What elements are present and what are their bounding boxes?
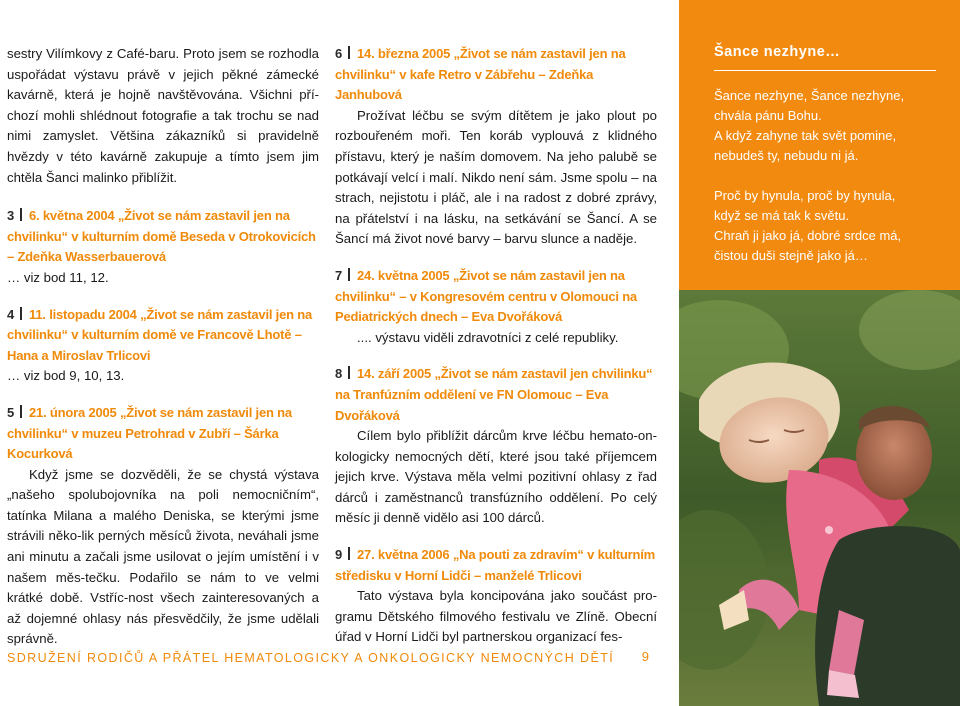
number-divider	[348, 46, 350, 59]
number-divider	[20, 208, 22, 221]
number-divider	[348, 547, 350, 560]
item-title: 11. listopadu 2004 „Život se nám zastavil jen na chvilinku“ v kulturním domě ve Francově Lhotě – Hana a Miroslav Trlicovi	[7, 306, 313, 363]
item-heading	[7, 403, 319, 465]
poem-line: Chraň ji jako já, dobré srdce má,	[714, 228, 902, 243]
item-heading	[335, 44, 657, 106]
item-title: 24. května 2005 „Život se nám zastavil jen na chvilinku“ – v Kongresovém centru v Olomouci na Pediatrických dnech – Eva Dvořáková	[335, 267, 637, 325]
middle-column	[335, 44, 657, 648]
item-text: … viz bod 9, 10, 13.	[7, 368, 125, 384]
item-number: 7	[335, 267, 343, 283]
list-item	[335, 545, 657, 648]
item-text: .... výstavu viděli zdravotníci z celé republiky.	[357, 329, 619, 345]
item-title: 21. února 2005 „Život se nám zastavil jen na chvilinku“ v muzeu Petrohrad v Zubří – Šárka Kocurková	[7, 404, 292, 462]
item-number: 8	[335, 366, 343, 382]
item-title: 27. května 2006 „Na pouti za zdravím“ v kulturním středisku v Horní Lidči – manželé Trlicovi	[335, 547, 656, 583]
item-text: Prožívat léčbu se svým dítětem je jako plout po rozbouřeném moři. Ten koráb vyplouvá z klidného přístavu, který je naším domovem. Na jeho palubě se potkávají velcí i malí. Nikdo není sám. Jsme spolu – na strach, nejistotu i pláč, ale i na radost z dobré zprávy, na přátelství i na lásku, na setkávání se Šancí. A se Šancí má život nové barvy – barvu slunce a naděje.	[335, 107, 657, 247]
item-heading	[7, 206, 319, 268]
intro-paragraph: sestry Vilímkovy z Café-baru. Proto jsem se rozhodla uspořádat výstavu právě v jejich pěkné zámecké kavárně, která je hojně navštěvována. Všichni pří-chozí mohli shlédnout fotografie a tak trochu se nad nimi zamyslet. Většina zákazníků si pravidelně hvězdy v této kavárně zakupuje a tímto jsem jim chtěla Šanci malinko přiblížit.	[7, 46, 319, 185]
item-text: Tato výstava byla koncipována jako součást pro-gramu Dětského filmového festivalu ve Zlíně. Obecní úřad v Horní Lidči byl partnerskou organizací fes-	[335, 588, 657, 645]
item-title: 14. března 2005 „Život se nám zastavil jen na chvilinku“ v kafe Retro v Zábřehu – Zdeňka Janhubová	[335, 46, 626, 103]
poem-line: A když zahyne tak svět pomine,	[714, 128, 897, 143]
item-heading	[335, 266, 657, 328]
item-number: 4	[7, 306, 15, 322]
number-divider	[20, 307, 22, 320]
footer-organization: SDRUŽENÍ RODIČŮ A PŘÁTEL HEMATOLOGICKY A ONKOLOGICKY NEMOCNÝCH DĚTÍ	[7, 651, 615, 665]
item-text: Cílem bylo přiblížit dárcům krve léčbu hemato-on-kologicky nemocných dětí, které jsou také příjemcem jejich krve. Výstava měla velmi pozitivní ohlasy z řad dárců i zaměstnanců transfúzního oddělení. Po celý měsíc ji denně vidělo asi 100 dárců.	[335, 428, 657, 526]
number-divider	[348, 366, 350, 379]
item-number: 5	[7, 404, 15, 420]
poem-line: čistou duši stejně jako já…	[714, 248, 868, 263]
footer	[7, 649, 647, 669]
number-divider	[20, 405, 22, 418]
list-item	[7, 403, 319, 650]
poem-line: chvála pánu Bohu.	[714, 108, 822, 123]
number-divider	[348, 268, 350, 281]
left-column	[7, 44, 319, 650]
photo-child-sleeping-on-shoulders	[679, 290, 960, 706]
item-title: 6. května 2004 „Život se nám zastavil jen na chvilinku“ v kulturním domě Beseda v Otrokovicích – Zdeňka Wasserbauerová	[7, 208, 316, 265]
list-item	[335, 364, 657, 529]
poem-line: nebudeš ty, nebudu ni já.	[714, 148, 859, 163]
item-number: 3	[7, 208, 15, 224]
item-number: 9	[335, 547, 343, 563]
title-divider	[714, 70, 936, 71]
list-item	[335, 266, 657, 348]
item-heading	[335, 364, 657, 426]
item-text: … viz bod 11, 12.	[7, 269, 109, 285]
item-text: Když jsme se dozvěděli, že se chystá výstava „našeho spolubojovníka na poli nemocničním“, tatínka Milana a malého Deniska, se kterými jsme strávili něko-lik perných měsíců života, neváhali jsme ani minutu a začali jsme usilovat o jejím umístění i v našem měs-tečku. Podařilo se nám to ve velmi krátké době. Vstříc-nost všech zainteresovaných a až dojemné ohlasy nás přesvědčily, že jsme udělali správně.	[7, 466, 319, 647]
list-item	[335, 44, 657, 250]
list-item	[7, 206, 319, 288]
item-heading	[335, 545, 657, 586]
poem-title: Šance nezhyne…	[714, 44, 841, 60]
item-heading	[7, 305, 319, 367]
page-number: 9	[641, 649, 649, 664]
item-number: 6	[335, 46, 343, 61]
item-title: 14. září 2005 „Život se nám zastavil jen chvilinku“ na Tranfúzním oddělení ve FN Olomouc – Eva Dvořáková	[335, 366, 653, 423]
poem-line: když se má tak k světu.	[714, 208, 850, 223]
poem-line: Proč by hynula, proč by hynula,	[714, 188, 896, 203]
poem	[714, 86, 944, 266]
poem-line: Šance nezhyne, Šance nezhyne,	[714, 88, 905, 103]
list-item	[7, 305, 319, 387]
